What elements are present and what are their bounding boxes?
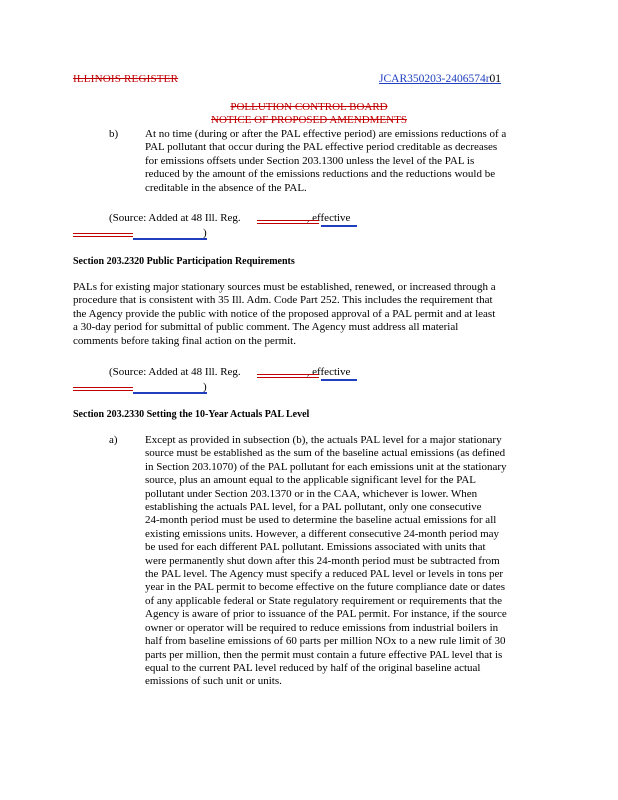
section-2320-body bbox=[73, 281, 571, 348]
redline-strike bbox=[257, 220, 319, 221]
notice-title: NOTICE OF PROPOSED AMENDMENTS bbox=[211, 114, 407, 126]
item-a-label: a) bbox=[109, 434, 118, 446]
blue-insert-line bbox=[321, 379, 357, 381]
redline-strike bbox=[73, 390, 133, 391]
text-line: equal to the current PAL level reduced by half of the original baseline actual bbox=[145, 661, 481, 674]
blue-insert-line bbox=[133, 392, 207, 394]
text-line: be used for each different PAL pollutant. Emissions associated with units that bbox=[145, 541, 486, 554]
text-line: Except as provided in subsection (b), the actuals PAL level for a major stationary bbox=[145, 434, 502, 446]
board-title: POLLUTION CONTROL BOARD bbox=[230, 101, 388, 113]
text-line: existing emissions units. However, a different consecutive 24-month period may bbox=[145, 527, 500, 540]
text-line: parts per million, then the permit must contain a future effective PAL level that is bbox=[145, 648, 503, 661]
source-close: ) bbox=[203, 381, 207, 393]
section-2330-body bbox=[145, 434, 571, 689]
redline-strike bbox=[257, 377, 319, 378]
source-effective: , effective bbox=[306, 366, 351, 378]
text-line: source, plus an amount equal to the applicable significant level for the PAL bbox=[145, 474, 477, 487]
jcar-version: 01 bbox=[489, 73, 502, 85]
source-prefix: (Source: Added at 48 Ill. Reg. bbox=[109, 366, 241, 378]
text-line: emissions of such unit or units. bbox=[145, 675, 282, 688]
text-line: the Agency provide the public with notice of the proposed approval of a PAL permit and at least bbox=[73, 307, 496, 320]
jcar-code: JCAR350203-2406574r bbox=[379, 73, 490, 85]
jcar-reference bbox=[379, 73, 501, 85]
text-line: procedure that is consistent with 35 Ill. Adm. Code Part 252. This includes the requirement that bbox=[73, 294, 493, 307]
text-line: At no time (during or after the PAL effective period) are emissions reductions of a bbox=[145, 128, 507, 140]
register-header: ILLINOIS REGISTER bbox=[73, 73, 179, 85]
source-effective: , effective bbox=[306, 212, 351, 224]
item-b-label: b) bbox=[109, 128, 119, 140]
text-line: of any applicable federal or State regulatory requirement or requirements that the bbox=[145, 594, 503, 607]
text-line: reduced by the amount of the emissions reductions and the reductions would be bbox=[145, 168, 496, 181]
text-line: for emissions offsets under Section 203.1300 unless the level of the PAL is bbox=[145, 154, 475, 167]
text-line: creditable in the absence of the PAL. bbox=[145, 181, 307, 194]
text-line: year in the PAL permit to become effective on the future compliance date or dates bbox=[145, 581, 506, 594]
item-b-text bbox=[145, 128, 571, 195]
blue-insert-line bbox=[321, 225, 357, 227]
text-line: PALs for existing major stationary sources must be established, renewed, or increased through a bbox=[73, 281, 496, 293]
text-line: source must be established as the sum of the baseline actual emissions (as defined bbox=[145, 447, 506, 460]
redline-strike bbox=[257, 223, 319, 224]
redline-strike bbox=[73, 387, 133, 388]
text-line: a 30-day period for submittal of public comment. The Agency must address all material bbox=[73, 321, 459, 334]
text-line: were permanently shut down after this 24-month period must be subtracted from bbox=[145, 554, 500, 567]
text-line: Agency is aware of prior to issuance of the PAL permit. For instance, if the source bbox=[145, 608, 507, 621]
redline-strike bbox=[73, 236, 133, 237]
section-2320-heading: Section 203.2320 Public Participation Requirements bbox=[73, 256, 295, 267]
section-2330-heading: Section 203.2330 Setting the 10-Year Actuals PAL Level bbox=[73, 409, 310, 420]
text-line: PAL pollutant that occur during the PAL effective period creditable as decreases bbox=[145, 141, 498, 154]
text-line: pollutant under Section 203.1370 or in the CAA, whichever is lower. When bbox=[145, 487, 478, 500]
text-line: the PAL level. The Agency must specify a reduced PAL level or levels in tons per bbox=[145, 568, 504, 581]
redline-strike bbox=[73, 233, 133, 234]
text-line: in Section 203.1070) of the PAL pollutant for each emissions unit at the stationary bbox=[145, 460, 507, 473]
text-line: 24-month period must be used to determine the baseline actual emissions for all bbox=[145, 514, 497, 527]
text-line: half from baseline emissions of 60 parts per million NOx to a new rule limit of 30 bbox=[145, 635, 506, 648]
source-close: ) bbox=[203, 227, 207, 239]
text-line: establishing the actuals PAL level, for a PAL pollutant, only one consecutive bbox=[145, 501, 482, 514]
text-line: owner or operator will be required to reduce emissions from industrial boilers in bbox=[145, 621, 499, 634]
redline-strike bbox=[257, 374, 319, 375]
text-line: comments before taking final action on the permit. bbox=[73, 334, 296, 347]
blue-insert-line bbox=[133, 238, 207, 240]
source-prefix: (Source: Added at 48 Ill. Reg. bbox=[109, 212, 241, 224]
